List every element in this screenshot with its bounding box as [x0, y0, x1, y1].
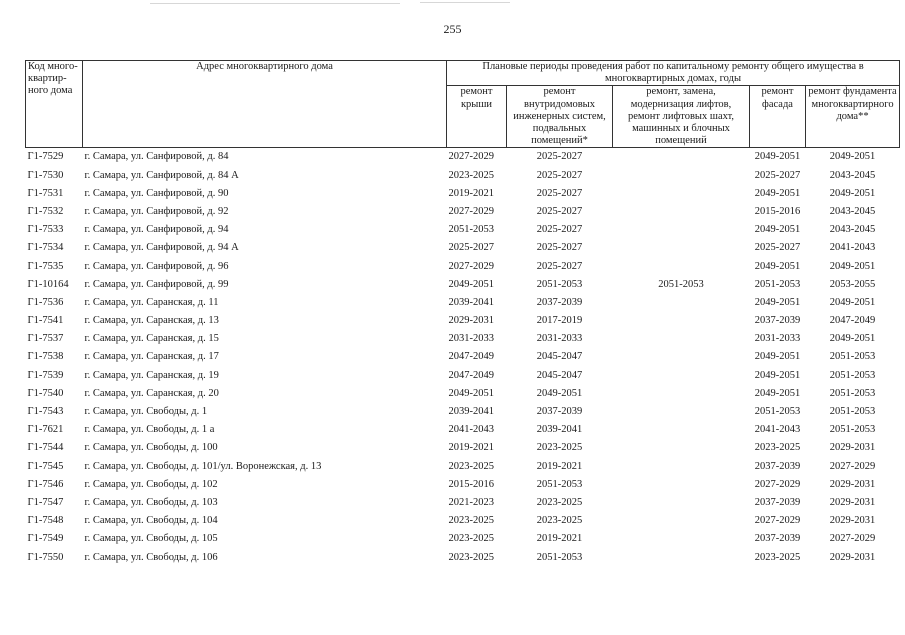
cell-facade: 2015-2016: [754, 205, 801, 217]
cell-code: Г1-7621: [27, 424, 64, 436]
cell-facade: 2037-2039: [754, 496, 801, 508]
cell-lifts: [613, 148, 750, 167]
cell-roof: 2047-2049: [448, 369, 494, 381]
cell-facade: 2037-2039: [754, 315, 801, 327]
cell-facade: 2041-2043: [754, 424, 801, 436]
cell-foundation: 2049-2051: [829, 333, 876, 345]
cell-address: г. Самара, ул. Свободы, д. 106: [84, 551, 218, 563]
scan-artifact-line: [420, 2, 510, 3]
header-roof: ремонт крыши: [447, 86, 507, 148]
cell-engineering: 2051-2053: [536, 551, 583, 563]
cell-foundation: 2051-2053: [829, 369, 876, 381]
cell-roof: 2027-2029: [448, 260, 494, 272]
cell-engineering: 2045-2047: [536, 369, 583, 381]
cell-foundation: 2049-2051: [829, 187, 876, 199]
cell-code: Г1-10164: [27, 278, 69, 290]
cell-foundation: 2043-2045: [829, 169, 876, 181]
cell-foundation: 2043-2045: [829, 205, 876, 217]
cell-engineering: 2037-2039: [536, 296, 583, 308]
table-row: [26, 294, 900, 312]
cell-address: г. Самара, ул. Санфировой, д. 94: [84, 224, 229, 236]
cell-foundation: 2051-2053: [829, 351, 876, 363]
cell-engineering: 2051-2053: [536, 478, 583, 490]
cell-code: Г1-7535: [27, 260, 64, 272]
table-row: [26, 403, 900, 421]
cell-roof: 2047-2049: [448, 351, 494, 363]
table-row: [26, 530, 900, 548]
cell-address: г. Самара, ул. Саранская, д. 20: [84, 387, 219, 399]
table-row: [26, 367, 900, 385]
header-engineering: ремонт внутридомовых инженерных систем, подвальных помещений*: [507, 86, 613, 148]
cell-foundation: 2029-2031: [829, 515, 876, 527]
cell-facade: 2051-2053: [754, 406, 801, 418]
header-lifts: ремонт, замена, модернизация лифтов, ремонт лифтовых шахт, машинных и блочных помещений: [613, 86, 750, 148]
cell-facade: 2049-2051: [754, 351, 801, 363]
cell-facade: 2027-2029: [754, 515, 801, 527]
cell-engineering: 2051-2053: [536, 278, 583, 290]
cell-address: г. Самара, ул. Саранская, д. 11: [84, 296, 219, 308]
cell-lifts: [613, 348, 750, 366]
cell-facade: 2025-2027: [754, 242, 801, 254]
cell-foundation: 2029-2031: [829, 496, 876, 508]
cell-address: г. Самара, ул. Санфировой, д. 96: [84, 260, 229, 272]
cell-address: г. Самара, ул. Свободы, д. 103: [84, 496, 218, 508]
cell-roof: 2027-2029: [447, 148, 507, 167]
cell-foundation: 2029-2031: [829, 551, 876, 563]
cell-foundation: 2043-2045: [829, 224, 876, 236]
table-row: [26, 458, 900, 476]
cell-facade: 2049-2051: [754, 224, 801, 236]
cell-lifts: [613, 330, 750, 348]
cell-roof: 2023-2025: [448, 533, 494, 545]
cell-code: Г1-7537: [27, 333, 64, 345]
cell-facade: 2031-2033: [754, 333, 801, 345]
cell-address: г. Самара, ул. Саранская, д. 17: [84, 351, 219, 363]
cell-engineering: 2045-2047: [536, 351, 583, 363]
cell-foundation: 2029-2031: [829, 442, 876, 454]
cell-code: Г1-7529: [26, 148, 83, 167]
table-row: [26, 167, 900, 185]
cell-engineering: 2023-2025: [536, 442, 583, 454]
cell-code: Г1-7539: [27, 369, 64, 381]
table-row: [26, 494, 900, 512]
cell-lifts: [613, 549, 750, 567]
cell-facade: 2049-2051: [754, 187, 801, 199]
cell-code: Г1-7531: [27, 187, 64, 199]
cell-lifts: [613, 203, 750, 221]
cell-foundation: 2027-2029: [829, 533, 876, 545]
table-row: [26, 148, 900, 167]
cell-code: Г1-7547: [27, 496, 64, 508]
table-row: [26, 312, 900, 330]
cell-address: г. Самара, ул. Свободы, д. 100: [84, 442, 218, 454]
cell-foundation: 2029-2031: [829, 478, 876, 490]
cell-address: г. Самара, ул. Санфировой, д. 84: [83, 148, 447, 167]
cell-roof: 2023-2025: [448, 169, 494, 181]
cell-lifts: [613, 458, 750, 476]
header-foundation: ремонт фундамента многоквартирного дома**: [806, 86, 900, 148]
cell-address: г. Самара, ул. Свободы, д. 1 а: [84, 424, 215, 436]
cell-code: Г1-7541: [27, 315, 64, 327]
cell-engineering: 2031-2033: [536, 333, 583, 345]
cell-engineering: 2023-2025: [536, 515, 583, 527]
cell-engineering: 2025-2027: [536, 205, 583, 217]
cell-engineering: 2037-2039: [536, 406, 583, 418]
cell-roof: 2039-2041: [448, 296, 494, 308]
cell-facade: 2049-2051: [754, 260, 801, 272]
cell-lifts: [613, 530, 750, 548]
cell-lifts: 2051-2053: [658, 278, 704, 290]
cell-foundation: 2041-2043: [829, 242, 876, 254]
table-row: [26, 258, 900, 276]
header-address: Адрес многоквартирного дома: [83, 61, 447, 148]
cell-code: Г1-7530: [27, 169, 64, 181]
scan-artifact-line: [150, 3, 400, 4]
cell-facade: 2037-2039: [754, 533, 801, 545]
table-row: [26, 385, 900, 403]
table-row: [26, 276, 900, 294]
page-number: 255: [443, 22, 462, 36]
cell-engineering: 2019-2021: [536, 460, 583, 472]
table-row: [26, 439, 900, 457]
cell-lifts: [613, 494, 750, 512]
cell-roof: 2049-2051: [448, 278, 494, 290]
cell-facade: 2049-2051: [754, 296, 801, 308]
cell-roof: 2049-2051: [448, 387, 494, 399]
cell-engineering: 2023-2025: [536, 496, 583, 508]
cell-address: г. Самара, ул. Санфировой, д. 84 А: [84, 169, 239, 181]
cell-engineering: 2049-2051: [536, 387, 583, 399]
cell-address: г. Самара, ул. Санфировой, д. 92: [84, 205, 229, 217]
header-facade: ремонт фасада: [750, 86, 806, 148]
cell-foundation: 2051-2053: [829, 424, 876, 436]
cell-facade: 2049-2051: [750, 148, 806, 167]
cell-facade: 2023-2025: [754, 551, 801, 563]
cell-lifts: [613, 403, 750, 421]
cell-facade: 2051-2053: [754, 278, 801, 290]
cell-roof: 2023-2025: [448, 515, 494, 527]
cell-address: г. Самара, ул. Санфировой, д. 99: [84, 278, 229, 290]
cell-roof: 2015-2016: [448, 478, 494, 490]
cell-roof: 2019-2021: [448, 187, 494, 199]
cell-engineering: 2025-2027: [536, 224, 583, 236]
table-row: [26, 549, 900, 567]
cell-engineering: 2025-2027: [536, 187, 583, 199]
cell-engineering: 2039-2041: [536, 424, 583, 436]
cell-lifts: [613, 476, 750, 494]
cell-lifts: [613, 185, 750, 203]
cell-code: Г1-7533: [27, 224, 64, 236]
cell-address: г. Самара, ул. Саранская, д. 13: [84, 315, 219, 327]
cell-lifts: [613, 439, 750, 457]
table-row: [26, 421, 900, 439]
cell-facade: 2049-2051: [754, 387, 801, 399]
cell-lifts: [613, 294, 750, 312]
cell-facade: 2037-2039: [754, 460, 801, 472]
table-row: [26, 330, 900, 348]
cell-facade: 2023-2025: [754, 442, 801, 454]
cell-address: г. Самара, ул. Свободы, д. 101/ул. Воронежская, д. 13: [84, 460, 322, 472]
cell-roof: 2025-2027: [448, 242, 494, 254]
cell-foundation: 2049-2051: [806, 148, 900, 167]
cell-foundation: 2051-2053: [829, 387, 876, 399]
cell-code: Г1-7546: [27, 478, 64, 490]
cell-code: Г1-7544: [27, 442, 64, 454]
cell-roof: 2027-2029: [448, 205, 494, 217]
cell-roof: 2023-2025: [448, 551, 494, 563]
cell-code: Г1-7538: [27, 351, 64, 363]
cell-code: Г1-7536: [27, 296, 64, 308]
cell-foundation: 2049-2051: [829, 296, 876, 308]
cell-foundation: 2051-2053: [829, 406, 876, 418]
capital-repair-schedule-table: [25, 60, 900, 567]
cell-foundation: 2047-2049: [829, 315, 876, 327]
cell-roof: 2031-2033: [448, 333, 494, 345]
header-periods-group: Плановые периоды проведения работ по капитальному ремонту общего имущества в многоквартирных домах, годы: [447, 61, 900, 86]
cell-address: г. Самара, ул. Саранская, д. 15: [84, 333, 219, 345]
cell-lifts: [613, 421, 750, 439]
cell-lifts: [613, 367, 750, 385]
table-row: [26, 185, 900, 203]
table-row: [26, 512, 900, 530]
cell-engineering: 2017-2019: [536, 315, 583, 327]
cell-code: Г1-7549: [27, 533, 64, 545]
cell-code: Г1-7540: [27, 387, 64, 399]
cell-roof: 2023-2025: [448, 460, 494, 472]
table-row: [26, 203, 900, 221]
cell-engineering: 2025-2027: [536, 169, 583, 181]
cell-address: г. Самара, ул. Свободы, д. 105: [84, 533, 218, 545]
cell-code: Г1-7550: [27, 551, 64, 563]
header-code: Код много-квартир-ного дома: [26, 61, 83, 148]
cell-roof: 2041-2043: [448, 424, 494, 436]
table-row: [26, 348, 900, 366]
cell-lifts: [613, 512, 750, 530]
cell-address: г. Самара, ул. Саранская, д. 19: [84, 369, 219, 381]
cell-address: г. Самара, ул. Санфировой, д. 90: [84, 187, 229, 199]
cell-code: Г1-7532: [27, 205, 64, 217]
cell-code: Г1-7543: [27, 406, 64, 418]
cell-address: г. Самара, ул. Свободы, д. 1: [84, 406, 208, 418]
cell-engineering: 2025-2027: [507, 148, 613, 167]
cell-address: г. Самара, ул. Санфировой, д. 94 А: [84, 242, 239, 254]
cell-foundation: 2027-2029: [829, 460, 876, 472]
cell-lifts: [613, 385, 750, 403]
cell-address: г. Самара, ул. Свободы, д. 104: [84, 515, 218, 527]
table-header: [26, 61, 900, 148]
cell-address: г. Самара, ул. Свободы, д. 102: [84, 478, 218, 490]
cell-foundation: 2049-2051: [829, 260, 876, 272]
cell-roof: 2029-2031: [448, 315, 494, 327]
cell-roof: 2039-2041: [448, 406, 494, 418]
cell-facade: 2049-2051: [754, 369, 801, 381]
cell-lifts: [613, 258, 750, 276]
cell-lifts: [613, 167, 750, 185]
cell-code: Г1-7545: [27, 460, 64, 472]
cell-roof: 2051-2053: [448, 224, 494, 236]
table-row: [26, 221, 900, 239]
cell-lifts: [613, 312, 750, 330]
cell-engineering: 2025-2027: [536, 260, 583, 272]
cell-lifts: [613, 221, 750, 239]
table-row: [26, 239, 900, 257]
table-body: [26, 148, 900, 567]
cell-engineering: 2025-2027: [536, 242, 583, 254]
cell-lifts: [613, 239, 750, 257]
cell-facade: 2027-2029: [754, 478, 801, 490]
cell-foundation: 2053-2055: [829, 278, 876, 290]
cell-roof: 2019-2021: [448, 442, 494, 454]
cell-code: Г1-7548: [27, 515, 64, 527]
cell-engineering: 2019-2021: [536, 533, 583, 545]
table-row: [26, 476, 900, 494]
cell-code: Г1-7534: [27, 242, 64, 254]
cell-roof: 2021-2023: [448, 496, 494, 508]
cell-facade: 2025-2027: [754, 169, 801, 181]
